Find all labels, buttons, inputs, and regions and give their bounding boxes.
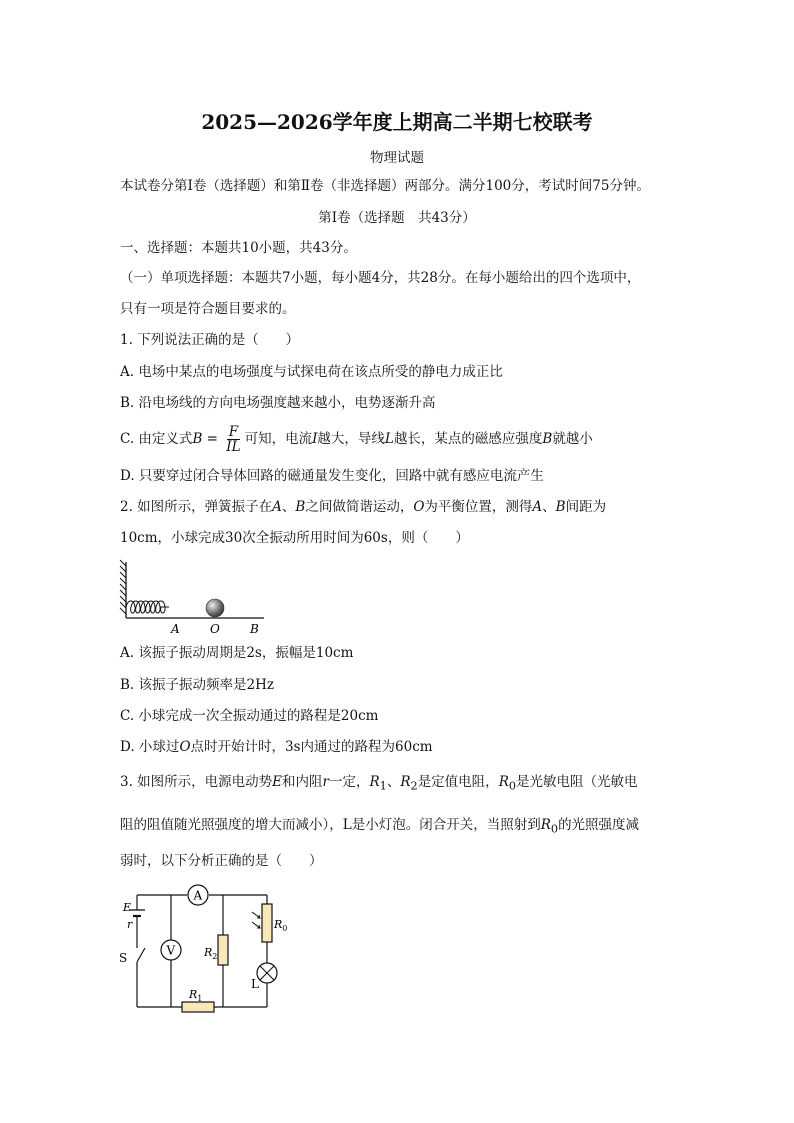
q1-c-var-i: I [312, 431, 318, 447]
q1-c-equals: = [202, 431, 223, 447]
q1-c-fraction [224, 425, 242, 454]
q1-c-var-l: L [384, 431, 394, 447]
internal-resistance-label: r [127, 918, 133, 931]
q3-var-r0b: R [540, 817, 551, 833]
q1-option-c [120, 422, 593, 456]
q1-stem: 1. 下列说法正确的是（ ） [120, 332, 300, 348]
q1-option-d: D. 只要穿过闭合导体回路的磁通量发生变化，回路中就有感应电流产生 [120, 468, 544, 484]
q3-var-r: r [322, 774, 329, 790]
q2-option-b: B. 该振子振动频率是2Hz [120, 677, 274, 693]
emf-label: E [123, 901, 132, 914]
q1-c-var-b: B [192, 431, 203, 447]
resistor-r1 [182, 1002, 214, 1012]
circuit-figure [115, 880, 295, 1020]
q3-var-r1: R [369, 774, 380, 790]
q3-var-e: E [272, 774, 283, 790]
q2-option-c: C. 小球完成一次全振动通过的路程是20cm [120, 708, 379, 724]
q2-var-a: A [272, 499, 282, 515]
q2-d-text2: 点时开始计时，3s内通过的路程为60cm [190, 739, 433, 755]
fig-label-a: A [171, 622, 180, 636]
oscillator-ball [206, 599, 224, 617]
q3-text7: 的光照强度减 [558, 817, 640, 833]
section-heading: 一、选择题：本题共10小题，共43分。 [120, 240, 357, 256]
q2-option-a: A. 该振子振动周期是2s，振幅是10cm [120, 645, 354, 661]
switch-label: S [119, 951, 128, 965]
fraction-denominator: IL [226, 439, 241, 455]
ammeter-label: A [193, 888, 203, 903]
q3-var-r2: R [400, 774, 411, 790]
section-instruction-line1: （一）单项选择题：本题共7小题，每小题4分，共28分。在每小题给出的四个选项中， [120, 270, 641, 286]
q3-stem-line2 [120, 815, 639, 840]
q3-text1: 3. 如图所示，电源电动势 [120, 774, 273, 790]
wall-hatching [120, 560, 126, 614]
fig-label-o: O [210, 622, 220, 636]
q2-sep: 、 [281, 499, 296, 515]
q2-d-var-o: O [179, 739, 191, 755]
volume-heading: 第Ⅰ卷（选择题 共43分） [318, 210, 476, 226]
q2-text3: 为平衡位置，测得 [424, 499, 533, 515]
q2-var-b2: B [555, 499, 566, 515]
q3-text3: 一定， [329, 774, 370, 790]
q3-text2: 和内阻 [282, 774, 323, 790]
q2-text2: 之间做简谐运动， [305, 499, 414, 515]
spring-oscillator-figure [118, 558, 268, 638]
q2-stem-line2: 10cm，小球完成30次全振动所用时间为60s，则（ ） [120, 530, 469, 546]
section-instruction-line2: 只有一项是符合题目要求的。 [120, 301, 296, 317]
q1-option-b: B. 沿电场线的方向电场强度越来越小，电势逐渐升高 [120, 395, 436, 411]
switch [137, 948, 145, 962]
q2-text1: 2. 如图所示，弹簧振子在 [120, 499, 273, 515]
q1-c-var-b2: B [542, 431, 553, 447]
q2-text4: 间距为 [565, 499, 607, 515]
q2-var-a2: A [532, 499, 543, 515]
q2-var-o: O [413, 499, 425, 515]
q3-stem-line1: 3. 如图所示，电源电动势E和内阻r一定，$R_1$、$R_2$是定值电阻，$R_0$是光敏电阻（光敏电 [120, 774, 638, 793]
page-title: 2025—2026学年度上期高二半期七校联考 [201, 110, 593, 134]
q3-sub2: 2 [410, 779, 418, 793]
q3-text6: 阻的阻值随光照强度的增大而减小），L是小灯泡。闭合开关，当照射到 [120, 817, 541, 833]
photoresistor-r0 [262, 904, 272, 942]
q3-stem-line3: 弱时，以下分析正确的是（ ） [120, 853, 323, 869]
q2-stem-line1 [120, 497, 606, 517]
q3-sub1: 1 [379, 779, 387, 793]
subject-title: 物理试题 [370, 150, 424, 166]
q2-d-text1: D. 小球过 [120, 739, 180, 755]
q1-option-a: A. 电场中某点的电场强度与试探电荷在该点所受的静电力成正比 [120, 364, 503, 380]
lamp-label: L [251, 977, 259, 991]
r2-label: $R_2$ [204, 946, 218, 961]
q3-text5: 是光敏电阻（光敏电 [516, 774, 638, 790]
light-arrows-icon [252, 912, 260, 928]
q1-c-text3: 越长，某点的磁感应强度 [393, 431, 543, 447]
resistor-r2 [218, 935, 228, 965]
r0-label: $R_0$ [274, 918, 288, 933]
voltmeter-label: V [166, 943, 176, 958]
q3-var-r0: R [498, 774, 509, 790]
q1-c-text1: 可知，电流 [244, 431, 313, 447]
q3-sub0b: 0 [550, 822, 559, 836]
spring [126, 601, 169, 613]
exam-intro: 本试卷分第Ⅰ卷（选择题）和第Ⅱ卷（非选择题）两部分。满分100分，考试时间75分钟。 [120, 178, 650, 194]
fig-label-b: B [250, 622, 259, 636]
q1-c-prefix: C. 由定义式 [120, 431, 193, 447]
r1-label: $R_1$ [189, 988, 203, 1003]
fraction-numerator: F [228, 424, 239, 440]
q1-c-text4: 就越小 [552, 431, 593, 447]
q2-option-d [120, 737, 433, 757]
q2-sep2: 、 [542, 499, 556, 515]
q3-sub0: 0 [508, 779, 517, 793]
q1-c-text2: 越大，导线 [317, 431, 385, 447]
q3-text4: 是定值电阻， [417, 774, 499, 790]
q2-var-b: B [295, 499, 306, 515]
